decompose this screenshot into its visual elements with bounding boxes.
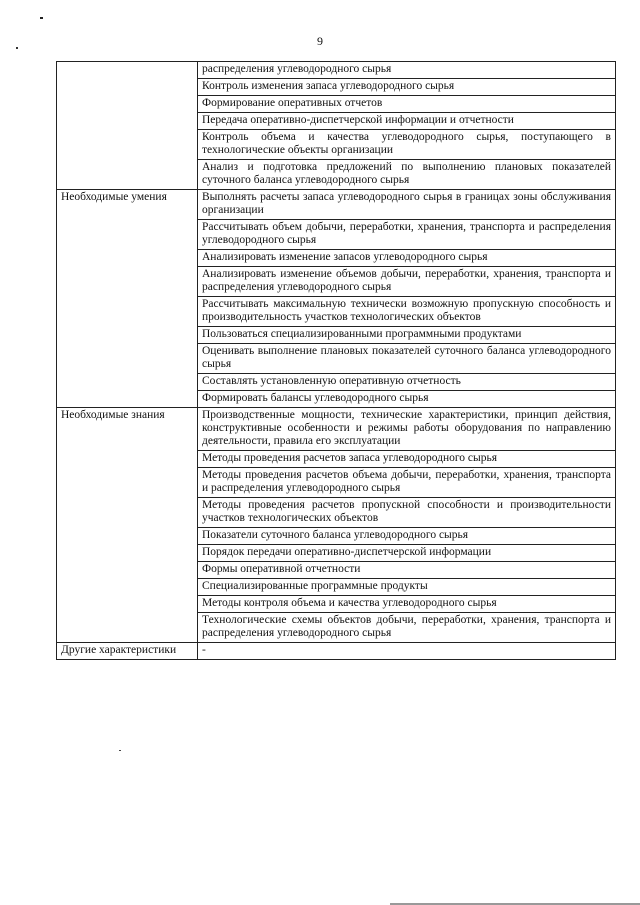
table-row [57, 643, 616, 660]
table-cell: Производственные мощности, технические характеристики, принцип действия, конструктивные особенности и режимы работы оборудования по направлению деятельности, правила его эксплуатации [198, 408, 616, 451]
continuation-label-cell [57, 62, 198, 190]
table-cell: Оценивать выполнение плановых показателей суточного баланса углеводородного сырья [198, 344, 616, 374]
table-cell: Специализированные программные продукты [198, 579, 616, 596]
table-cell: Контроль объема и качества углеводородного сырья, поступающего в технологические объекты организации [198, 130, 616, 160]
table-cell: Формирование оперативных отчетов [198, 96, 616, 113]
table-cell: Составлять установленную оперативную отчетность [198, 374, 616, 391]
table-cell: Методы контроля объема и качества углеводородного сырья [198, 596, 616, 613]
skills-label: Необходимые умения [57, 190, 198, 408]
table-cell: Выполнять расчеты запаса углеводородного сырья в границах зоны обслуживания организации [198, 190, 616, 220]
other-label: Другие характеристики [57, 643, 198, 660]
table-row [57, 190, 616, 220]
table-cell: Пользоваться специализированными программными продуктами [198, 327, 616, 344]
table-cell: распределения углеводородного сырья [198, 62, 616, 79]
table-cell: Анализировать изменение объемов добычи, переработки, хранения, транспорта и распределения углеводородного сырья [198, 267, 616, 297]
table-cell: Формы оперативной отчетности [198, 562, 616, 579]
table-row [57, 62, 616, 79]
page-number: 9 [317, 34, 323, 48]
table-cell: Анализировать изменение запасов углеводородного сырья [198, 250, 616, 267]
table-cell: Методы проведения расчетов объема добычи, переработки, хранения, транспорта и распределения углеводородного сырья [198, 468, 616, 498]
table-cell: Рассчитывать максимальную технически возможную пропускную способность и производительность участков технологических объектов [198, 297, 616, 327]
knowledge-label: Необходимые знания [57, 408, 198, 643]
table-cell: Анализ и подготовка предложений по выполнению плановых показателей суточного баланса углеводородного сырья [198, 160, 616, 190]
scan-speck [119, 750, 121, 751]
other-value: - [198, 643, 616, 660]
competency-table [56, 61, 616, 660]
table-cell: Методы проведения расчетов запаса углеводородного сырья [198, 451, 616, 468]
scan-speck [40, 17, 43, 19]
table-cell: Рассчитывать объем добычи, переработки, хранения, транспорта и распределения углеводородного сырья [198, 220, 616, 250]
table-cell: Контроль изменения запаса углеводородного сырья [198, 79, 616, 96]
table-cell: Порядок передачи оперативно-диспетчерской информации [198, 545, 616, 562]
table-cell: Формировать балансы углеводородного сырья [198, 391, 616, 408]
table-cell: Передача оперативно-диспетчерской информации и отчетности [198, 113, 616, 130]
table-cell: Показатели суточного баланса углеводородного сырья [198, 528, 616, 545]
table-cell: Технологические схемы объектов добычи, переработки, хранения, транспорта и распределения углеводородного сырья [198, 613, 616, 643]
table-row [57, 408, 616, 451]
table-cell: Методы проведения расчетов пропускной способности и производительности участков технологических объектов [198, 498, 616, 528]
